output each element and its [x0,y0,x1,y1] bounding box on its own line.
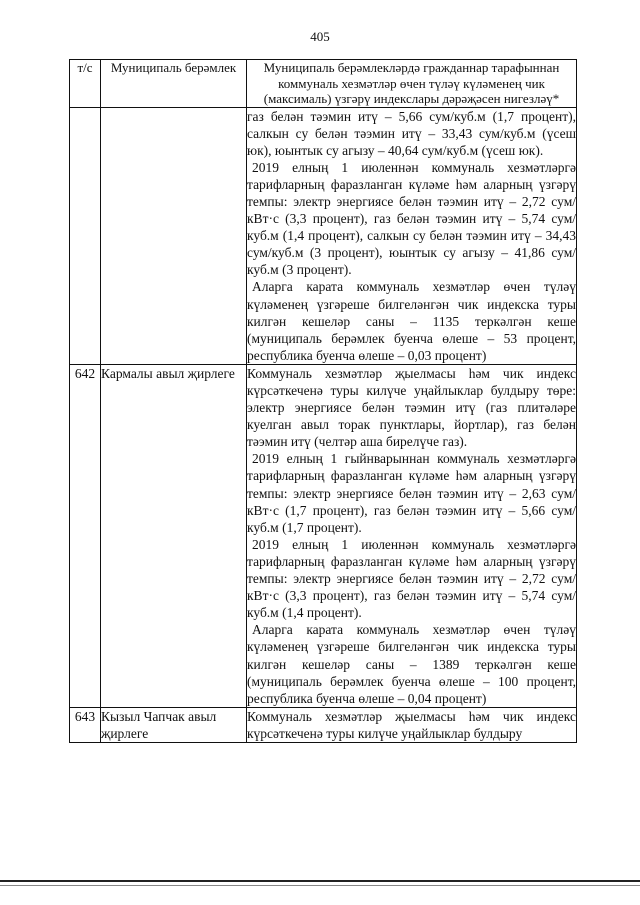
row-municipality: Кызыл Чапчак авыл җирлеге [101,707,247,742]
table-row [70,107,577,364]
paragraph: Коммуналь хезмәтләр җыелмасы һәм чик индекс күрсәткеченә туры килүче уңайлыклар булдыру төре: электр энергиясе белән тәэмин итү (газ плитәләре куелган авыл торак пунктлары, йортлар), газ белән тәэмин итү (челтәр аша бирелүче газ). [247,365,576,450]
row-description [247,107,577,364]
page-bottom-rule-secondary [0,885,640,886]
paragraph: 2019 елның 1 июленнән коммуналь хезмәтләргә тарифларның фаразланган күләме һәм аларның үзгәрү темпы: электр энергиясе белән тәэмин итү – 2,72 сум/кВт·с (3,3 процент), газ белән тәэмин итү – 5,74 сум/куб.м (1,4 процент), салкын су белән тәэмин итү – 34,43 сум/куб.м (3 процент), юынтык су агызу – 41,86 сум/куб.м (3 процент). [247,159,576,278]
paragraph: Коммуналь хезмәтләр җыелмасы һәм чик индекс күрсәткеченә туры килүче уңайлыклар булдыру [247,708,576,741]
row-municipality [101,107,247,364]
row-number: 642 [70,364,101,707]
row-description [247,364,577,707]
row-description [247,707,577,742]
paragraph: 2019 елның 1 гыйнварыннан коммуналь хезмәтләргә тарифларның фаразланган күләме һәм аларның үзгәрү темпы: электр энергиясе белән тәэмин итү – 2,63 сум/кВт·с (1,7 процент), газ белән тәэмин итү – 5,66 сум/куб.м (1,7 процент). [247,451,576,535]
paragraph: газ белән тәэмин итү – 5,66 сум/куб.м (1,7 процент), салкын су белән тәэмин итү – 33,43 сум/куб.м (үсеш юк), юынтык су агызу – 40,64 сум/куб.м (үсеш юк). [247,108,576,158]
page-bottom-rule [0,880,640,882]
header-municipality: Муниципаль берәмлек [101,60,247,108]
table-header-row [70,60,577,108]
table-row [70,364,577,707]
row-municipality: Кармалы авыл җирлеге [101,364,247,707]
row-number: 643 [70,707,101,742]
paragraph: Аларга карата коммуналь хезмәтләр өчен түләү күләменең үзгәреше билгеләнгән чик индекска туры килгән кешеләр саны – 1389 теркәлгән кеше (муниципаль берәмлек буенча өлеше – 100 процент, республика буенча өлеше – 0,04 процент) [247,622,576,706]
page-number: 405 [310,29,330,44]
municipal-tariff-table [69,59,577,743]
paragraph: Аларга карата коммуналь хезмәтләр өчен түләү күләменең үзгәреше билгеләнгән чик индекска туры килгән кешеләр саны – 1135 теркәлгән кеше (муниципаль берәмлек буенча өлеше – 53 процент, республика буенча өлеше – 0,03 процент) [247,279,576,363]
table-row [70,707,577,742]
header-description: Муниципаль берәмлекләрдә гражданнар тарафыннан коммуналь хезмәтләр өчен түләү күләменең чик (максималь) үзгәрү индекслары дәрәҗәсен нигезләү* [247,60,577,108]
header-num: т/с [70,60,101,108]
paragraph: 2019 елның 1 июленнән коммуналь хезмәтләргә тарифларның фаразланган күләме һәм аларның үзгәрү темпы: электр энергиясе белән тәэмин итү – 2,72 сум/кВт·с (3,3 процент), газ белән тәэмин итү – 5,74 сум/куб.м (1,4 процент). [247,536,576,621]
row-number [70,107,101,364]
